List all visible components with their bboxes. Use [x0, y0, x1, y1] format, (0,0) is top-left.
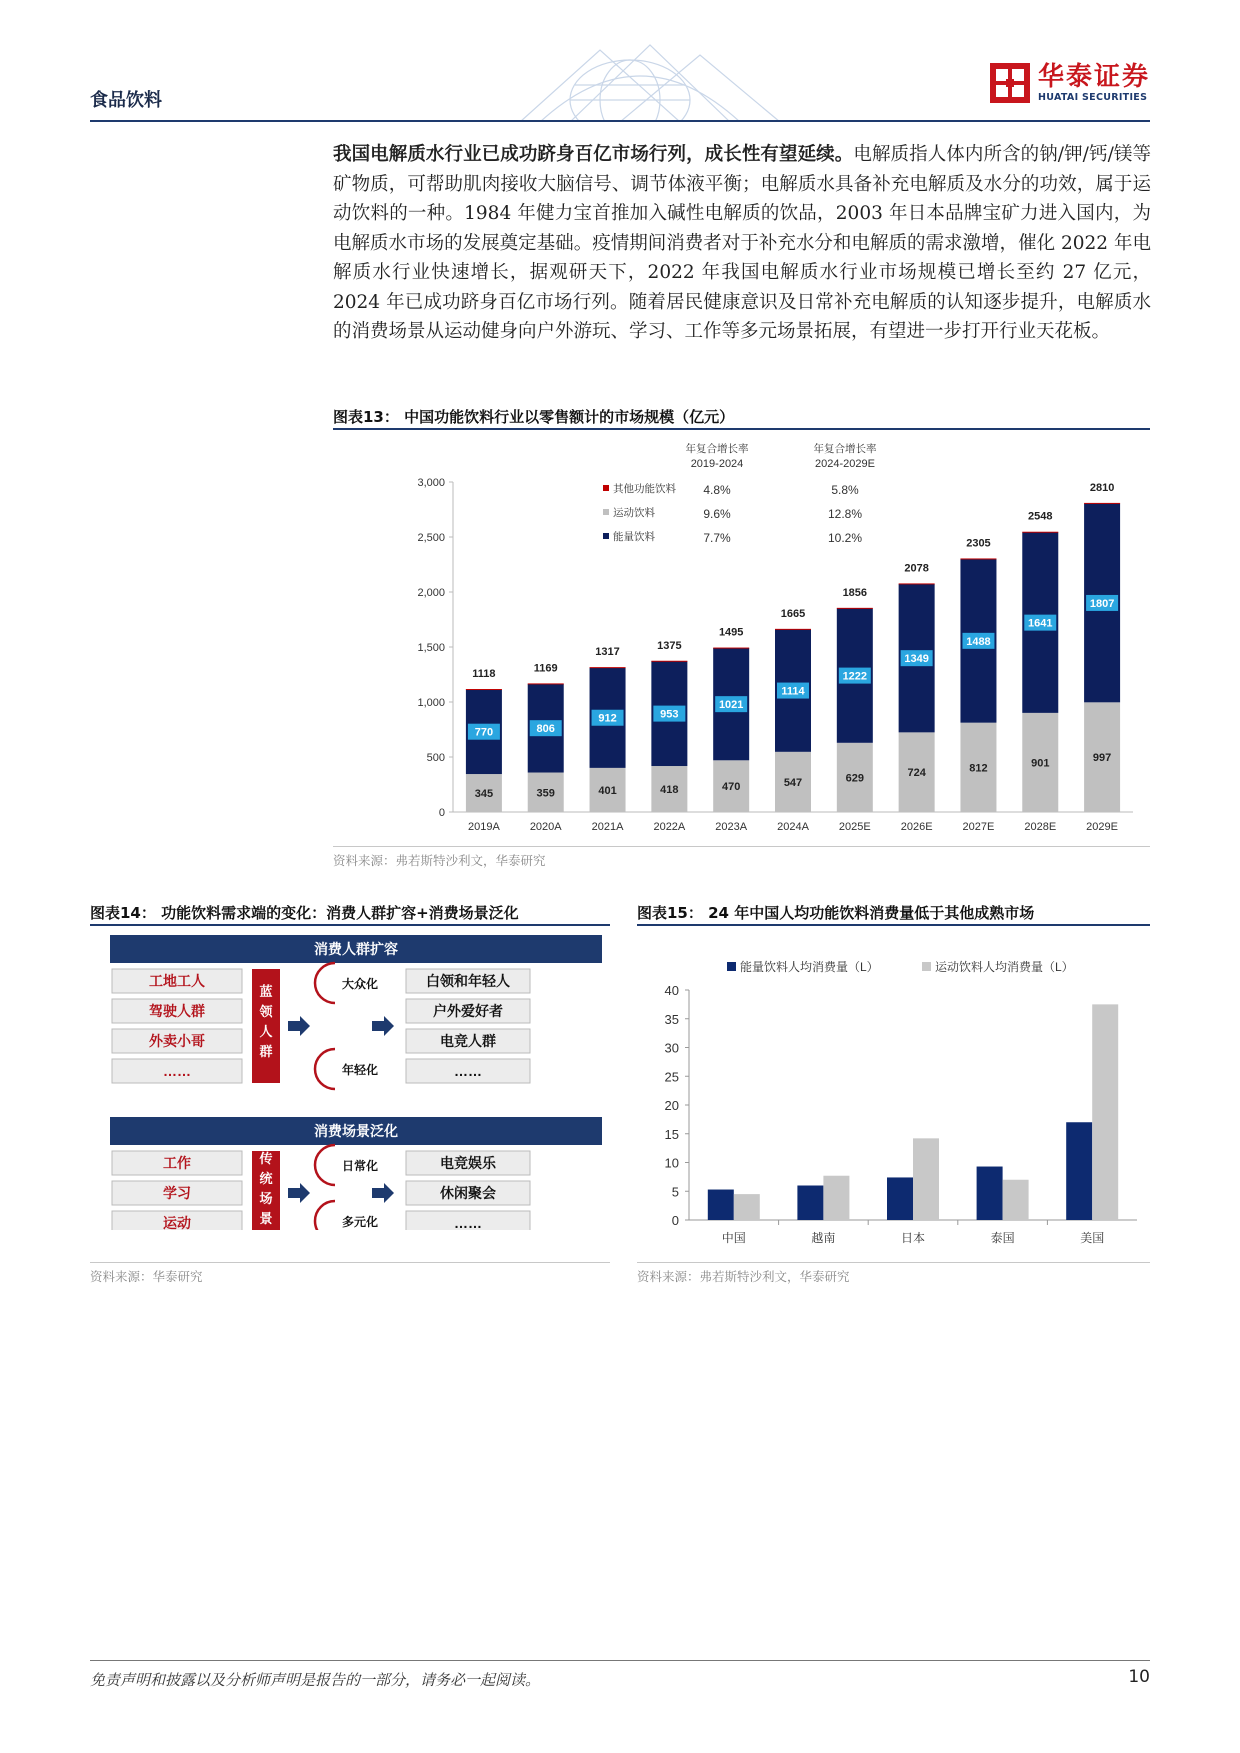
- x-tick-label: 2026E: [900, 821, 933, 833]
- x-tick-label: 中国: [721, 1231, 746, 1245]
- energy-value-label: 1021: [718, 699, 744, 712]
- per-capita-chart: [637, 930, 1150, 1250]
- fig14-title: 图表14： 功能饮料需求端的变化：消费人群扩容+消费场景泛化: [90, 904, 519, 922]
- fig15-title-rule: [637, 924, 1150, 926]
- y-tick-label: 1,000: [417, 697, 445, 709]
- fig14-title-rule: [90, 924, 610, 926]
- y-tick-label: 15: [664, 1126, 679, 1142]
- cagr-header-2-line1: 年复合增长率: [813, 443, 877, 455]
- cagr-header-1-line1: 年复合增长率: [685, 443, 749, 455]
- badge-char: 场: [259, 1191, 273, 1206]
- fig13-title: 图表13： 中国功能饮料行业以零售额计的市场规模（亿元）: [333, 408, 735, 426]
- right-item-label: 白领和年轻人: [426, 973, 510, 989]
- sport-value-label: 997: [1092, 752, 1112, 765]
- energy-value-label: 1488: [966, 635, 991, 648]
- bar-sport-per-capita: [1092, 1004, 1118, 1220]
- badge-char: 群: [259, 1044, 273, 1059]
- sport-value-label: 901: [1031, 757, 1050, 770]
- y-tick-label: 25: [664, 1069, 679, 1085]
- cagr-header-2-line2: 2024-2029E: [815, 458, 875, 470]
- energy-value-label: 806: [536, 723, 555, 736]
- globe-decoration: [480, 40, 800, 122]
- total-value-label: 2548: [1028, 510, 1053, 523]
- energy-value-label: 953: [660, 708, 679, 721]
- bar-energy-per-capita: [708, 1190, 734, 1220]
- left-item-label: ……: [163, 1063, 191, 1079]
- x-tick-label: 2027E: [962, 821, 995, 833]
- left-item-label: 运动: [163, 1215, 191, 1230]
- bar-sport-per-capita: [913, 1138, 939, 1220]
- x-tick-label: 2022A: [653, 821, 686, 833]
- badge-char: 领: [259, 1004, 273, 1019]
- left-item-label: 学习: [163, 1185, 191, 1201]
- cagr-header-1-line2: 2019-2024: [690, 458, 744, 470]
- x-tick-label: 越南: [811, 1231, 836, 1245]
- legend-label: 能量饮料人均消费量（L）: [740, 960, 879, 974]
- bar-energy-per-capita: [797, 1186, 823, 1221]
- arrow-right-icon: [372, 1183, 394, 1203]
- legend-label: 运动饮料人均消费量（L）: [935, 960, 1074, 974]
- x-tick-label: 日本: [900, 1231, 926, 1245]
- cagr-value-2: 12.8%: [827, 507, 863, 521]
- y-tick-label: 10: [664, 1155, 679, 1171]
- fig14-bottom-rule: [90, 1262, 610, 1263]
- fig13-title-rule: [333, 428, 1150, 430]
- footer-disclaimer: 免责声明和披露以及分析师声明是报告的一部分，请务必一起阅读。: [90, 1671, 541, 1689]
- bar-other-functional: [1022, 532, 1058, 533]
- cagr-value-1: 4.8%: [703, 483, 731, 497]
- sport-value-label: 547: [783, 776, 803, 789]
- x-tick-label: 泰国: [990, 1231, 1015, 1245]
- paragraph-lead: 我国电解质水行业已成功跻身百亿市场行列，成长性有望延续。: [333, 144, 854, 165]
- header-rule: [90, 120, 1150, 122]
- x-tick-label: 2023A: [715, 821, 748, 833]
- bar-energy-per-capita: [1066, 1122, 1092, 1220]
- bar-other-functional: [651, 661, 687, 662]
- bar-other-functional: [528, 683, 564, 684]
- y-tick-label: 2,000: [417, 587, 445, 599]
- left-item-label: 工地工人: [149, 973, 205, 989]
- bar-sport-per-capita: [734, 1194, 760, 1220]
- sport-value-label: 401: [598, 784, 617, 797]
- right-item-label: ……: [454, 1215, 482, 1230]
- cagr-value-1: 9.6%: [703, 507, 731, 521]
- x-tick-label: 2024A: [777, 821, 809, 833]
- bar-energy-per-capita: [887, 1177, 913, 1220]
- bar-other-functional: [960, 558, 996, 559]
- energy-value-label: 1222: [842, 670, 868, 683]
- demand-change-diagram: [90, 930, 610, 1230]
- x-tick-label: 2020A: [529, 821, 562, 833]
- paragraph-text: 电解质指人体内所含的钠/钾/钙/镁等矿物质，可帮助肌肉接收大脑信号、调节体液平衡；电解质水具备补充电解质及水分的功效，属于运动饮料的一种。1984 年健力宝首推加入碱性电解质的饮品，2003 年日本品牌宝矿力进入国内，为电解质水市场的发展奠定基础。疫情期间消费者对于补充水分和电解质的需求激增，催化 2022 年电解质水行业快速增长，据观研天下，2022 年我国电解质水行业市场规模已增长至约 27 亿元，2024 年已成功跻身百亿市场行列。随着居民健康意识及日常补充电解质的认知逐步提升，电解质水的消费场景从运动健身向户外游玩、学习、工作等多元场景拓展，有望进一步打开行业天花板。: [333, 144, 1151, 342]
- brand-logo: [990, 62, 1150, 103]
- section-header-label: 消费场景泛化: [314, 1123, 398, 1139]
- y-tick-label: 0: [671, 1213, 679, 1228]
- y-tick-label: 30: [664, 1040, 679, 1056]
- sport-value-label: 345: [474, 788, 494, 801]
- right-item-label: 电竞人群: [440, 1033, 496, 1049]
- footer-rule: [90, 1660, 1150, 1661]
- total-value-label: 1169: [533, 662, 558, 675]
- huatai-logo-icon: [990, 63, 1030, 103]
- fig14-source: 资料来源：华泰研究: [90, 1269, 203, 1284]
- badge-char: 人: [259, 1024, 273, 1039]
- right-item-label: 休闲聚会: [440, 1185, 496, 1201]
- bar-sport-per-capita: [823, 1176, 849, 1220]
- left-item-label: 工作: [163, 1155, 191, 1171]
- cagr-value-2: 10.2%: [827, 531, 863, 545]
- x-tick-label: 2021A: [591, 821, 624, 833]
- trend-label: 大众化: [342, 977, 379, 991]
- bar-other-functional: [466, 689, 502, 690]
- legend-label: 其他功能饮料: [613, 483, 676, 495]
- energy-value-label: 770: [474, 726, 494, 739]
- total-value-label: 1118: [472, 668, 496, 681]
- legend-label: 能量饮料: [613, 531, 655, 543]
- y-tick-label: 3,000: [417, 477, 445, 489]
- x-tick-label: 2029E: [1086, 821, 1118, 833]
- x-tick-label: 2019A: [468, 821, 500, 833]
- trend-label: 年轻化: [342, 1063, 379, 1077]
- bar-other-functional: [713, 648, 749, 649]
- sport-value-label: 418: [660, 784, 679, 797]
- badge-char: 统: [259, 1171, 273, 1186]
- trend-label: 多元化: [342, 1215, 379, 1229]
- legend-label: 运动饮料: [613, 507, 655, 519]
- arc-icon: [315, 1049, 335, 1089]
- total-value-label: 1375: [657, 639, 682, 652]
- sport-value-label: 359: [536, 787, 555, 800]
- total-value-label: 1856: [842, 586, 868, 599]
- x-tick-label: 2028E: [1024, 821, 1057, 833]
- fig15-source: 资料来源：弗若斯特沙利文，华泰研究: [637, 1269, 850, 1284]
- total-value-label: 1495: [718, 626, 744, 639]
- cagr-value-1: 7.7%: [703, 531, 731, 545]
- market-size-chart: [333, 432, 1150, 842]
- total-value-label: 2078: [904, 562, 929, 575]
- section-title: 食品饮料: [90, 90, 162, 111]
- y-tick-label: 5: [671, 1184, 679, 1200]
- fig15-title: 图表15： 24 年中国人均功能饮料消费量低于其他成熟市场: [637, 904, 1035, 922]
- page-number: 10: [1128, 1667, 1150, 1687]
- x-tick-label: 2025E: [838, 821, 871, 833]
- total-value-label: 2810: [1089, 481, 1115, 494]
- section-header-label: 消费人群扩容: [314, 941, 398, 957]
- right-item-label: 户外爱好者: [433, 1003, 503, 1019]
- cagr-value-2: 5.8%: [831, 483, 859, 497]
- bar-other-functional: [899, 583, 935, 584]
- left-item-label: 驾驶人群: [149, 1003, 205, 1019]
- x-tick-label: 美国: [1080, 1231, 1105, 1245]
- y-tick-label: 40: [664, 983, 679, 998]
- legend-swatch: [603, 533, 609, 539]
- fig13-bottom-rule: [333, 846, 1150, 847]
- legend-swatch: [603, 485, 609, 491]
- fig13-source: 资料来源：弗若斯特沙利文，华泰研究: [333, 853, 546, 868]
- arrow-right-icon: [288, 1183, 310, 1203]
- energy-value-label: 1114: [781, 685, 805, 698]
- right-item-label: ……: [454, 1063, 482, 1079]
- bar-other-functional: [837, 608, 873, 609]
- total-value-label: 1665: [780, 607, 806, 620]
- brand-name-cn: 华泰证券: [1037, 62, 1150, 92]
- arc-icon: [315, 1201, 335, 1230]
- brand-name-en: HUATAI SECURITIES: [1037, 92, 1148, 103]
- arrow-right-icon: [288, 1016, 310, 1036]
- legend-swatch: [922, 962, 931, 971]
- body-paragraph: [333, 140, 1151, 347]
- bar-other-functional: [590, 667, 626, 668]
- energy-value-label: 1641: [1028, 617, 1053, 630]
- y-tick-label: 35: [664, 1011, 679, 1027]
- legend-swatch: [727, 962, 736, 971]
- energy-value-label: 1807: [1089, 597, 1115, 610]
- sport-value-label: 470: [722, 781, 741, 794]
- badge-char: 景: [259, 1211, 273, 1226]
- right-item-label: 电竞娱乐: [440, 1155, 496, 1171]
- sport-value-label: 629: [845, 772, 864, 785]
- arc-icon: [315, 963, 335, 1003]
- arrow-right-icon: [372, 1016, 394, 1036]
- sport-value-label: 812: [969, 762, 988, 775]
- total-value-label: 1317: [595, 646, 620, 659]
- legend-swatch: [603, 509, 609, 515]
- y-tick-label: 0: [438, 807, 445, 819]
- y-tick-label: 500: [426, 752, 445, 764]
- bar-energy-per-capita: [977, 1167, 1003, 1220]
- bar-sport-per-capita: [1003, 1180, 1029, 1220]
- y-tick-label: 1,500: [417, 642, 445, 654]
- fig15-bottom-rule: [637, 1262, 1150, 1263]
- arc-icon: [315, 1145, 335, 1185]
- y-tick-label: 2,500: [417, 532, 445, 544]
- badge-char: 蓝: [259, 984, 273, 999]
- left-item-label: 外卖小哥: [149, 1033, 205, 1049]
- bar-other-functional: [1084, 503, 1120, 504]
- energy-value-label: 912: [598, 712, 617, 725]
- energy-value-label: 1349: [904, 653, 929, 666]
- sport-value-label: 724: [907, 767, 926, 780]
- y-tick-label: 20: [664, 1098, 679, 1113]
- total-value-label: 2305: [966, 537, 991, 550]
- badge-char: 传: [259, 1151, 273, 1166]
- bar-other-functional: [775, 629, 811, 630]
- trend-label: 日常化: [342, 1159, 379, 1173]
